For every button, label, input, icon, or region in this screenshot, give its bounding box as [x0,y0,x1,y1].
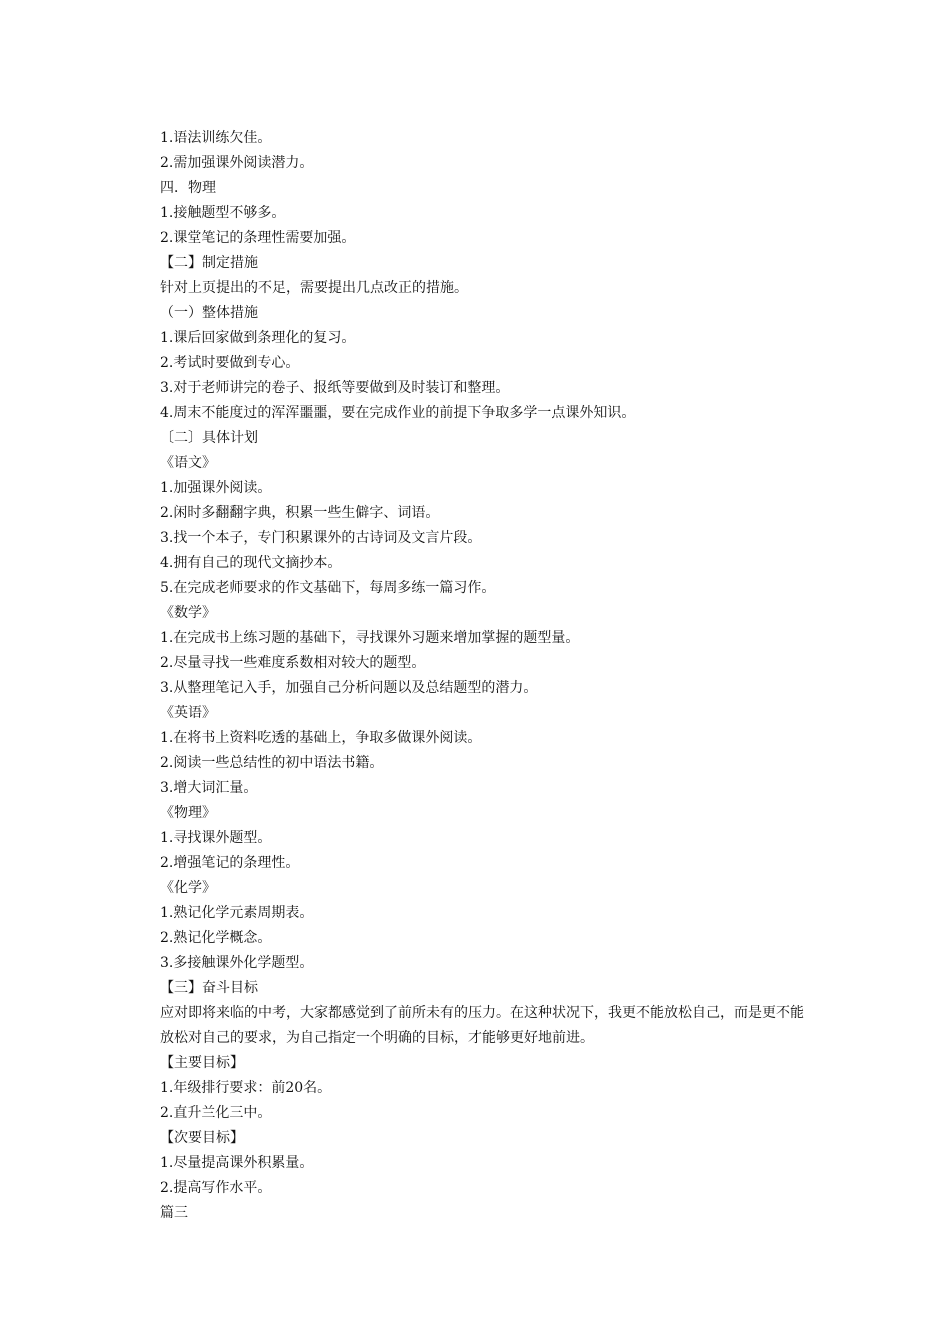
text-line: 1.尽量提高课外积累量。 [160,1155,314,1171]
text-line: 2.熟记化学概念。 [160,930,272,946]
text-line: 2.直升兰化三中。 [160,1105,272,1121]
text-line: 《物理》 [160,805,216,821]
text-line: 《化学》 [160,880,216,896]
text-line: 1.在将书上资料吃透的基础上，争取多做课外阅读。 [160,730,482,746]
text-line: 2.尽量寻找一些难度系数相对较大的题型。 [160,655,426,671]
text-line: 2.增强笔记的条理性。 [160,855,300,871]
text-line: 2.阅读一些总结性的初中语法书籍。 [160,755,384,771]
text-line: 1.在完成书上练习题的基础下，寻找课外习题来增加掌握的题型量。 [160,630,580,646]
text-line: 2.课堂笔记的条理性需要加强。 [160,230,356,246]
text-line: 1.接触题型不够多。 [160,205,286,221]
text-line: 3.从整理笔记入手，加强自己分析问题以及总结题型的潜力。 [160,680,538,696]
text-line: 篇三 [160,1205,188,1221]
text-line: 3.增大词汇量。 [160,780,258,796]
text-line: 4.拥有自己的现代文摘抄本。 [160,555,342,571]
text-line: 3.找一个本子，专门积累课外的古诗词及文言片段。 [160,530,482,546]
text-line: 针对上页提出的不足，需要提出几点改正的措施。 [160,280,468,296]
text-line: 1.年级排行要求：前20名。 [160,1080,332,1096]
text-line: 3.对于老师讲完的卷子、报纸等要做到及时装订和整理。 [160,380,510,396]
text-line: 3.多接触课外化学题型。 [160,955,314,971]
text-line: 〔二〕具体计划 [160,430,258,446]
text-line: 5.在完成老师要求的作文基础下，每周多练一篇习作。 [160,580,496,596]
text-line: 【次要目标】 [160,1130,244,1146]
text-line: 2.闲时多翻翻字典，积累一些生僻字、词语。 [160,505,440,521]
text-line: 《语文》 [160,455,216,471]
text-line: 2.提高写作水平。 [160,1180,272,1196]
text-line: 四．物理 [160,180,216,196]
text-line: 【二】制定措施 [160,255,258,271]
text-line: 1.语法训练欠佳。 [160,130,272,146]
text-line: 【三】奋斗目标 [160,980,258,996]
text-line: 1.寻找课外题型。 [160,830,272,846]
text-line: 2.考试时要做到专心。 [160,355,300,371]
text-line: 4.周末不能度过的浑浑噩噩，要在完成作业的前提下争取多学一点课外知识。 [160,405,636,421]
document-body [160,126,810,1226]
goal-paragraph: 应对即将来临的中考，大家都感觉到了前所未有的压力。在这种状况下，我更不能放松自己，而是更不能放松对自己的要求，为自己指定一个明确的目标，才能够更好地前进。 [160,1005,804,1046]
text-block-after [160,1051,810,1226]
text-line: 1.熟记化学元素周期表。 [160,905,314,921]
text-line: 《英语》 [160,705,216,721]
text-line: 1.加强课外阅读。 [160,480,272,496]
text-block-before [160,126,810,1001]
text-line: 1.课后回家做到条理化的复习。 [160,330,356,346]
text-line: （一）整体措施 [160,305,258,321]
text-line: 《数学》 [160,605,216,621]
text-line: 【主要目标】 [160,1055,244,1071]
text-line: 2.需加强课外阅读潜力。 [160,155,314,171]
